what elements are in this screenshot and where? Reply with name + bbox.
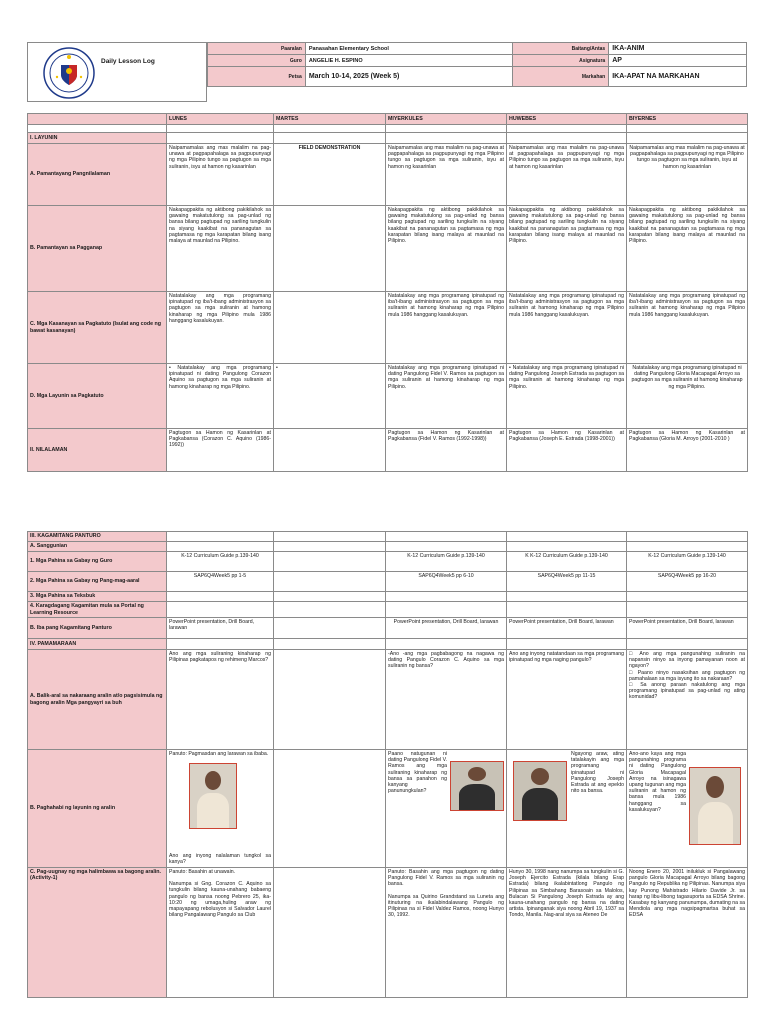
lesson-cell: K-12 Curriculum Guide p.139-140 [167,552,274,572]
review-question: □ Sa anong paraan nakatulong ang mga programang ipinatupad sa pag-unlad ng ating komunidad? [629,682,745,701]
lesson-cell: SAP6Q4Week5 pp 16-20 [627,572,748,592]
photo-portrait-icon [689,767,741,845]
question-text: Paano natugunan ni dating Pangulong Fidel V. Ramos ang mga suliraning kinaharap ng bansa sa panahon ng kanyang panunungkulan? [388,751,447,795]
lesson-cell [274,650,386,750]
day-header: HUWEBES [507,114,627,125]
row-label: A. Sanggunian [28,542,167,552]
row-label: B. Pamantayan sa Pagganap [28,206,167,292]
lesson-cell: Nakapagpakita ng aktibong pakikilahok sa gawaing makatutulong sa pag-unlad ng bansa bilang pagtupad ng sariling tungkulin na siyang kaakibat na pananagutan sa pagtamasa ng mga karapatan bilang isang malaya at maunlad na Pilipino. [627,206,748,292]
header-title: Daily Lesson Log [101,58,155,65]
school-value: Panasahan Elementary School [305,43,513,55]
lesson-cell [274,429,386,472]
day-header: BIYERNES [627,114,748,125]
lesson-cell: • [274,364,386,429]
question-text: Ano-ano kaya ang mga pangunahing programa ni dating Pangulong Gloria Macapagal Arroyo na isinagawa upang tugunan ang mga suliranin at hamon ng bansa mula 1986 hanggang sa kasalukuyan? [629,751,686,813]
reading-text: Nanumpa sa Quirino Grandstand sa Luneta ang itinuturing na ikalabindalawang Pangulo ng Pilipinas na si Fidel Valdez Ramos, noong Hunyo 30, 1992. [388,893,504,919]
lesson-cell [627,650,748,750]
photo-portrait-icon [189,763,237,829]
lesson-cell: K-12 Curriculum Guide p.139-140 [386,552,507,572]
date-value: March 10-14, 2025 (Week 5) [305,67,513,87]
row-label: B. Paghahabi ng layunin ng aralin [28,750,167,868]
lesson-cell: K-12 Curriculum Guide p.139-140 [627,552,748,572]
lesson-cell: Naipamamalas ang mas malalim na pag-unawa at pagpapahalaga sa pagpupunyagi ng mga Pilipino tungo sa pagtugon sa mga suliranin, isyu at hamon ng kasarinlan [507,144,627,206]
quarter-label: Markahan [513,67,609,87]
row-label: A. Pamantayang Pangnilalaman [28,144,167,206]
instruction-text: Panuto: Pagmasdan ang larawan sa ibaba. [169,751,269,757]
lesson-cell [274,552,386,572]
lesson-cell [274,572,386,592]
header-logo-block [27,42,207,102]
subject-label: Asignatura [513,55,609,67]
row-label: 2. Mga Pahina sa Gabay ng Pang-mag-aaral [28,572,167,592]
lesson-cell: Nakapagpakita ng aktibong pakikilahok sa gawaing makatutulong sa pag-unlad ng bansa bilang pagtupad ng sariling tungkulin na siyang kaakibat na pananagutan sa pagtamasa ng mga karapatan bilang isang malaya at maunlad na Pilipino. [386,206,507,292]
deped-seal-icon [43,47,95,99]
lesson-cell: Noong Enero 20, 2001 inilukluk si Pangalawang pangulo Gloria Macapagal Arroyo bilang bagong Pangulo ng Republika ng Pilipinas. Nanumpa siya kay Punong Mahistrado Hilario Davide Jr. sa harap ng libu-libong tagasuporta sa EDSA Shrine. Kasabay ng kanyang panunumpa, dumating na sa Mendiola ang mga nagsipagmartsa buhat sa EDSA [627,868,748,998]
lesson-cell [274,750,386,868]
spacer-cell [28,125,167,133]
corner-cell [28,114,167,125]
lesson-cell: K K-12 Curriculum Guide p.139-140 [507,552,627,572]
subject-value: AP [609,55,747,67]
lesson-cell: -Ano -ang mga pagbabagong na nagawa ng dating Pangulo Corazon C. Aquino sa mga suliranin ng bansa? [386,650,507,750]
date-label: Petsa [208,67,306,87]
lesson-cell [167,868,274,998]
day-header: MIYERKULES [386,114,507,125]
lesson-cell: PowerPoint presentation, Drill Board, larawan [386,618,507,639]
teacher-label: Guro [208,55,306,67]
lesson-cell [167,750,274,868]
lesson-cell [507,750,627,868]
lesson-cell: Hunyo 30, 1998 nang nanumpa sa tungkulin si G. Joseph Ejercito Estrada (kilala bilang Erap Estrada) bilang ikalabintatlong Pangulo ng Pilipinas sa Simbahang Barasoain sa Malolos, Bulacan Si Pangulong Joseph Estrada ay ang kauna-unahang pangulo ng bansa na dating artista. Ipinanganak siya noong Abril 19, 1937 sa Tondo, Manila. Nag-aral siya sa Ateneo De [507,868,627,998]
lesson-cell: SAP6Q4Week5 pp 6-10 [386,572,507,592]
instruction-text: Panuto: Basahin at unawain. [169,869,236,875]
lesson-cell: Naipamamalas ang mas malalim na pag-unawa at pagpapahalaga sa pagpupunyagi ng mga Pilipino tungo sa pagtugon sa mga suliranin, isyu at hamon ng kasarinlan [386,144,507,206]
question-text: Ano ang inyong nalalaman tungkol sa kanya? [169,852,271,865]
lesson-cell: Pagtugon sa Hamon ng Kasarinlan at Pagkabansa (Corazon C. Aquino (1986-1992)) [167,429,274,472]
lesson-cell: Pagtugon sa Hamon ng Kasarinlan at Pagkabansa (Gloria M. Arroyo (2001-2010 ) [627,429,748,472]
row-label: II. NILALAMAN [28,429,167,472]
row-label: C. Mga Kasanayan sa Pagkatuto (Isulat ang code ng bawat kasanayan) [28,292,167,364]
day-header: MARTES [274,114,386,125]
lesson-cell: Naipamamalas ang mas malalim na pag-unawa at pagpapahalaga sa pagpupunyagi ng mga Pilipino tungo sa pagtugon sa mga suliranin, isyu at hamon ng kasarinlan [167,144,274,206]
lesson-cell [627,750,748,868]
day-header: LUNES [167,114,274,125]
lesson-cell [274,292,386,364]
row-label: A. Balik-aral sa nakaraang aralin at/o pagsisimula ng bagong aralin Mga pangyayri sa buh [28,650,167,750]
lesson-cell: Naipamamalas ang mas malalim na pag-unawa at pagpapahalaga sa pagpupunyagi ng mga Pilipino tungo sa pagtugon sa mga suliranin, isyu at hamon ng kasarinlan [627,144,748,206]
lesson-cell: Natatalakay ang mga programang ipinatupad ni dating Pangulong Gloria Macapagal Arroyo sa pagtugon sa mga suliranin at hamong kinaharap ng mga Pilipino. [627,364,748,429]
lesson-cell: SAP6Q4Week5 pp 11-15 [507,572,627,592]
row-label: 1. Mga Pahina sa Gabay ng Guro [28,552,167,572]
school-label: Paaralan [208,43,306,55]
lesson-cell: PowerPoint presentation, Drill Board, larawan [627,618,748,639]
photo-portrait-icon [513,761,567,821]
objectives-table [27,113,748,472]
procedures-table [27,531,748,998]
row-label: B. Iba pang Kagamitang Panturo [28,618,167,639]
photo-portrait-icon [450,761,504,811]
section-label-materials: III. KAGAMITANG PANTURO [28,532,167,542]
lesson-cell [386,750,507,868]
lesson-cell [274,206,386,292]
quarter-value: IKA-APAT NA MARKAHAN [609,67,747,87]
lesson-cell: PowerPoint presentation, Drill Board, larawan [507,618,627,639]
lesson-cell: Natatalakay ang mga programang ipinatupad ng iba't-ibang administrasyon sa pagtugon sa mga suliranin at hamong kinaharap ng mga Pilipino mula 1986 hanggang kasalukuyan. [167,292,274,364]
teacher-value: ANGELIE H. ESPINO [305,55,513,67]
reading-text: Nanumpa si Gng. Corazon C. Aquino sa tungkulin bilang kauna-unahang babaeng pangulo ng bansa noong Pebrero 25, ika-10:20 ng umaga,huling araw ng mapayapang rebolusyon si Salvador Laurel bilang Pangalawang Pangulo sa Club [169,881,271,919]
header-info-table [207,42,747,87]
section-label-procedures: IV. PAMAMARAAN [28,639,167,650]
lesson-cell: Natatalakay ang mga programang ipinatupad ni dating Pangulong Fidel V. Ramos sa pagtugon sa mga suliranin at hamong kinaharap ng mga Pilipino. [386,364,507,429]
lesson-cell: Nakapagpakita ng aktibong pakikilahok sa gawaing makatutulong sa pag-unlad ng bansa bilang pagtupad ng sariling tungkulin na siyang kaakibat na pananagutan sa pagtamasa ng mga karapatan bilang isang malaya at maunlad na Pilipino. [507,206,627,292]
review-question: □ Paano ninyo nasaksihan ang pagtugon ng pamahalaan sa mga isyung ito sa nakaraan? [629,669,745,682]
lesson-cell [386,868,507,998]
grade-label: Baitang/Antas [513,43,609,55]
lesson-cell: PowerPoint presentation, Drill Board, larawan [167,618,274,639]
instruction-text: Panuto: Basahin ang mga pagtugon ng dating Pangulong Fidel V. Ramos sa mga suliranin ng bansa. [388,869,504,888]
grade-value: IKA-ANIM [609,43,747,55]
row-label: D. Mga Layunin sa Pagkatuto [28,364,167,429]
section-label-layunin: I. LAYUNIN [28,133,167,144]
header [27,42,747,102]
lesson-cell: Pagtugon sa Hamon ng Kasarinlan at Pagkabansa (Fidel V. Ramos (1992-1998)) [386,429,507,472]
question-text: Ngayong araw, ating tatalakayin ang mga programang ipinatupad ni Pangulong Joseph Estrada at ang epekto nito sa bansa. [571,751,624,795]
lesson-cell: Nakapagpakita ng aktibong pakikilahok sa gawaing makatutulong sa pag-unlad ng bansa bilang pagtupad ng sariling tungkulin na siyang kaakibat na pananagutan sa pagtamasa ng mga karapatan bilang isang malaya at maunlad na Pilipino. [167,206,274,292]
lesson-cell: Natatalakay ang mga programang ipinatupad ng iba't-ibang administrasyon sa pagtugon sa mga suliranin at hamong kinaharap ng mga Pilipino mula 1986 hanggang kasalukuyan. [507,292,627,364]
lesson-cell: Natatalakay ang mga programang ipinatupad ng iba't-ibang administrasyon sa pagtugon sa mga suliranin at hamong kinaharap ng mga Pilipino mula 1986 hanggang kasalukuyan. [386,292,507,364]
lesson-cell: • Natatalakay ang mga programang ipinatupad ni dating Pangulong Joseph Estrada sa pagtugon sa mga suliranin at hamong kinaharap ng mga Pilipino. [507,364,627,429]
lesson-cell: Natatalakay ang mga programang ipinatupad ng iba't-ibang administrasyon sa pagtugon sa mga suliranin at hamong kinaharap ng mga Pilipino mula 1986 hanggang kasalukuyan. [627,292,748,364]
lesson-cell [274,868,386,998]
lesson-cell: Pagtugon sa Hamon ng Kasarinlan at Pagkabansa (Joseph E. Estrada (1998-2001)) [507,429,627,472]
review-question: □ Ano ang mga pangunahing suliranin na napansin ninyo sa inyong pamayanan noon at ngayon? [629,651,745,670]
lesson-cell: FIELD DEMONSTRATION [274,144,386,206]
row-label: 4. Karagdagang Kagamitan mula sa Portal ng Learning Resource [28,602,167,618]
lesson-cell: • Natatalakay ang mga programang ipinatupad ni dating Pangulong Corazon Aquino sa pagtugon sa mga suliranin at hamong kinaharap ng mga Pilipino. [167,364,274,429]
lesson-cell: Ano ang inyong natatandaan sa mga programang ipinatupad ng mga naging pangulo? [507,650,627,750]
lesson-cell: SAP6Q4Week5 pp 1-5 [167,572,274,592]
row-label: C. Pag-uugnay ng mga halimbawa sa bagong aralin. (Activity-1) [28,868,167,998]
lesson-cell: Ano ang mga suliraning kinaharap ng Pilipinas pagkatapos ng rehimeng Marcos? [167,650,274,750]
row-label: 3. Mga Pahina sa Teksbuk [28,592,167,602]
lesson-cell [274,618,386,639]
